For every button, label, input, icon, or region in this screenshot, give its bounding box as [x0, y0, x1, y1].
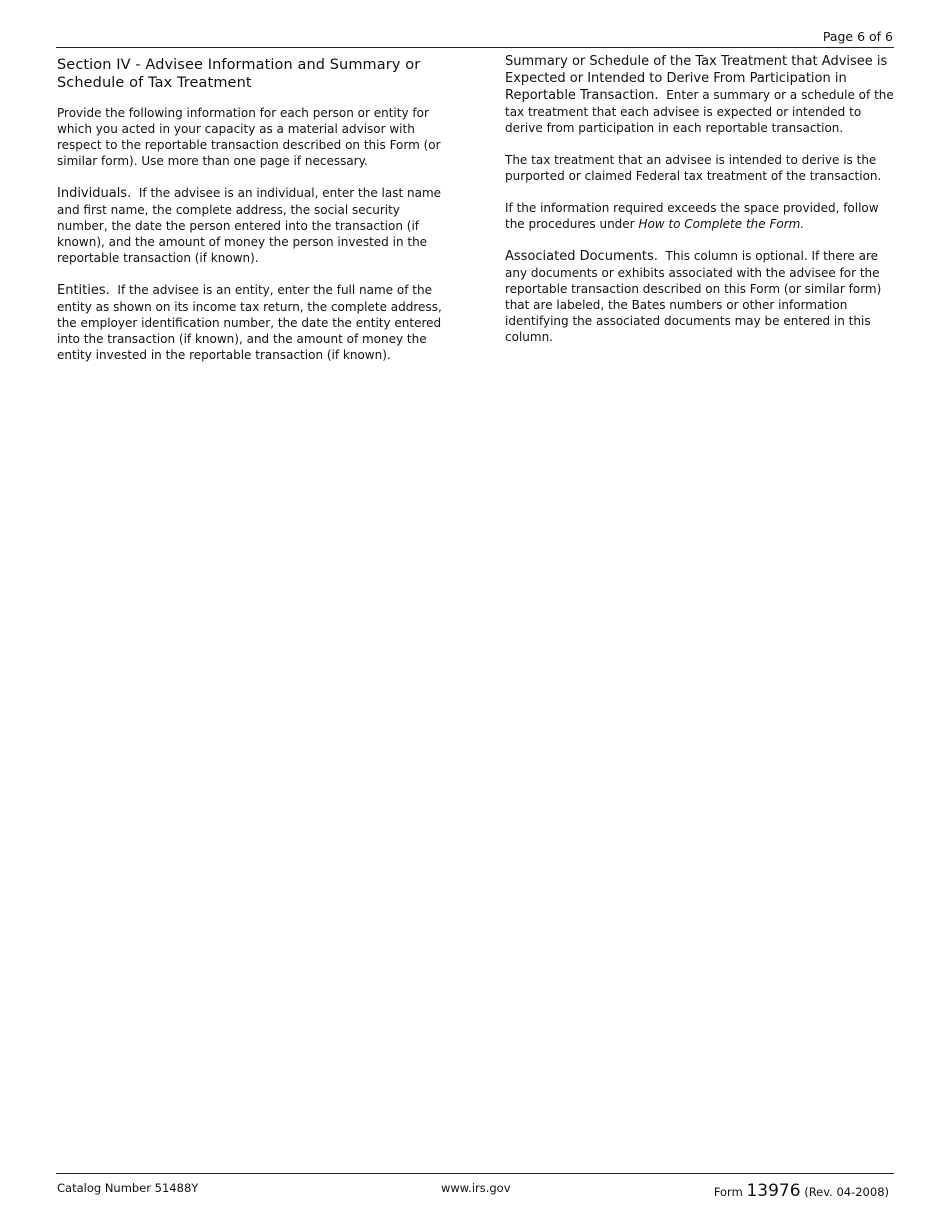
- catalog-number: Catalog Number 51488Y: [57, 1181, 199, 1195]
- individuals-text: If the advisee is an individual, enter the last name and first name, the complete address, the social security number, the date the person entered into the transaction (if known), and the amount of money the person invested in the reportable transaction (if known).: [57, 186, 442, 265]
- entities-heading: Entities.: [57, 283, 110, 298]
- associated-documents-text: This column is optional. If there are any documents or exhibits associated with the advisee for the reportable transaction described on this Form (or similar form) that are labeled, the Bates numbers or other information identifying the associated documents may be entered in this column.: [505, 249, 882, 344]
- associated-documents-heading: Associated Documents.: [505, 249, 658, 264]
- tax-treatment-paragraph: The tax treatment that an advisee is intended to derive is the purported or claimed Federal tax treatment of the transaction.: [505, 153, 882, 183]
- summary-text: Enter a summary or a schedule of the tax treatment that each advisee is expected or intended to derive from participation in each reportable transaction.: [505, 88, 894, 135]
- page-number: Page 6 of 6: [822, 29, 893, 44]
- how-to-complete-reference: How to Complete the Form.: [638, 217, 805, 231]
- right-column: [505, 53, 895, 361]
- exceeds-text: If the information required exceeds the space provided, follow the procedures under: [505, 201, 879, 231]
- summary-paragraph: [505, 53, 895, 136]
- form-label: Form: [713, 1185, 743, 1199]
- associated-documents-paragraph: [505, 248, 895, 345]
- individuals-heading: Individuals.: [57, 186, 132, 201]
- form-identifier: [714, 1181, 889, 1201]
- entities-paragraph: [57, 282, 449, 363]
- form-number: 13976: [746, 1181, 801, 1201]
- intro-paragraph: Provide the following information for each person or entity for which you acted in your capacity as a material advisor with respect to the reportable transaction described on this Form (or similar form). Use more than one page if necessary.: [57, 106, 441, 168]
- exceeds-paragraph: [505, 200, 895, 232]
- website-link[interactable]: www.irs.gov: [441, 1181, 511, 1195]
- summary-heading: Summary or Schedule of the Tax Treatment that Advisee is Expected or Intended to Derive From Participation in Reportable Transaction.: [505, 54, 888, 103]
- form-revision: (Rev. 04-2008): [804, 1185, 889, 1199]
- individuals-paragraph: [57, 185, 449, 266]
- section-title: Section IV - Advisee Information and Summary or Schedule of Tax Treatment: [57, 57, 421, 91]
- top-divider: [56, 47, 894, 48]
- bottom-divider: [56, 1173, 894, 1174]
- left-column: [57, 53, 449, 379]
- entities-text: If the advisee is an entity, enter the full name of the entity as shown on its income tax return, the complete address, the employer identification number, the date the entity entered into the transaction (if known), and the amount of money the entity invested in the reportable transaction (if known).: [57, 283, 442, 362]
